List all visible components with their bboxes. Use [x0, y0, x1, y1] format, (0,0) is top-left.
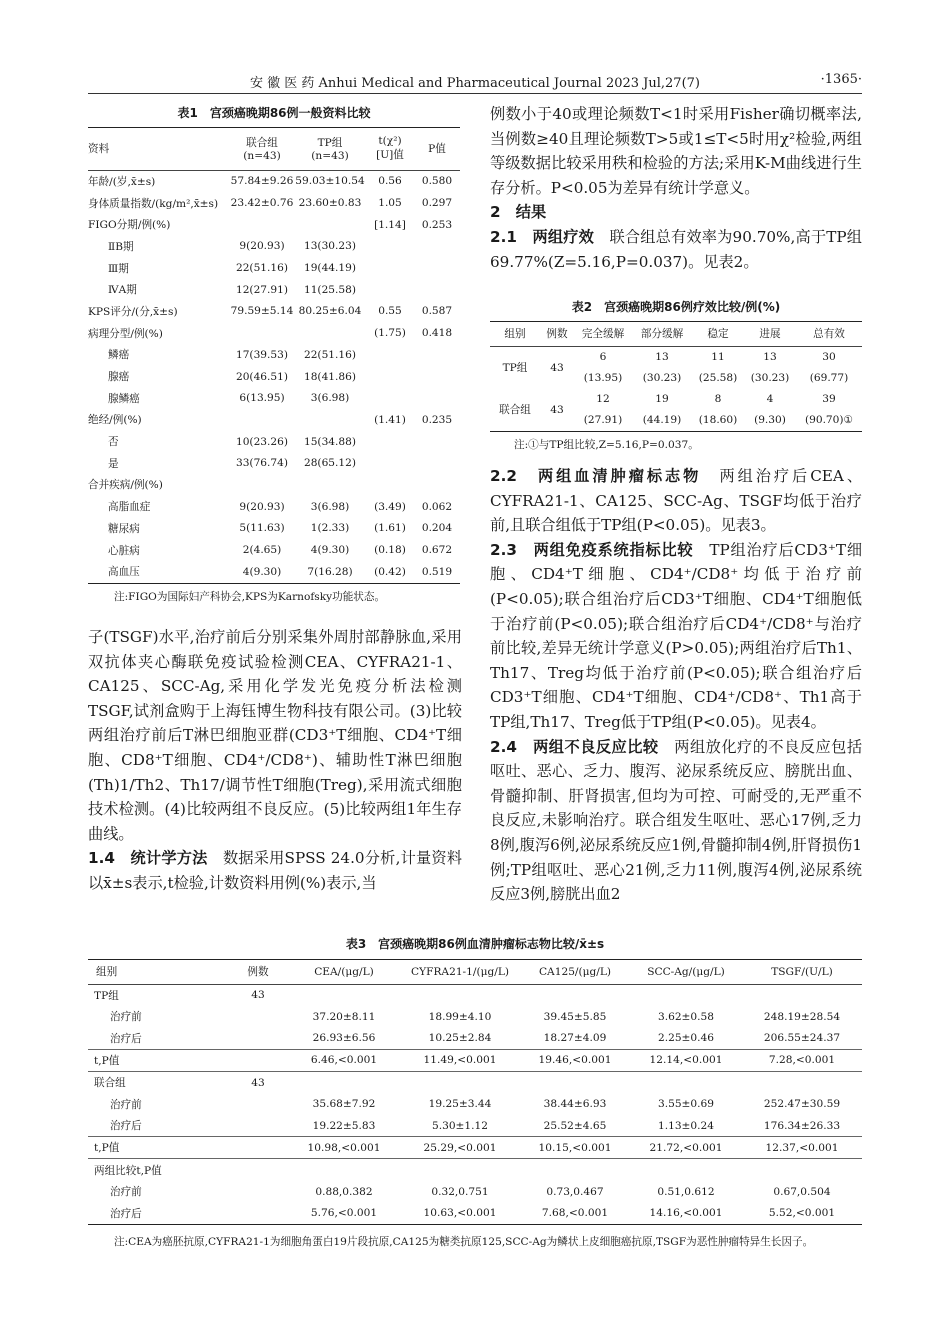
table2-header: 稳定: [707, 328, 729, 341]
table1-row: [88, 431, 460, 453]
table1-cell-a: 6(13.95): [239, 392, 285, 405]
table3-header: 例数: [247, 966, 269, 979]
table1-cell-b: [294, 322, 366, 344]
table1-cell-p: 0.672: [421, 544, 453, 557]
table1-cell-t: (1.75): [374, 327, 406, 340]
table3-n: [228, 1115, 288, 1137]
table1-cell-a: [230, 322, 294, 344]
table1-cell-a: 20(46.51): [235, 370, 289, 383]
table3-value: [630, 985, 742, 1007]
running-header: [88, 72, 862, 94]
table3-value: [520, 985, 630, 1007]
table2-note: 注:①与TP组比较,Z=5.16,P=0.037。: [514, 438, 699, 451]
table1-row: [88, 496, 460, 518]
table1-cell-a: 2(4.65): [242, 544, 282, 557]
table1-row: [88, 171, 460, 193]
section-2-1: 2.1 两组疗效 联合组总有效率为90.70%,高于TP组69.77%(Z=5.16,P=0.037)。见表2。: [490, 227, 862, 271]
table1-cell-label: KPS评分/(分,x̄±s): [88, 305, 178, 318]
table1-row: [88, 452, 460, 474]
table3-row: [88, 1006, 862, 1028]
table3-value: [288, 1072, 400, 1094]
table3-n: [228, 1159, 288, 1181]
table1-cell-p: 0.204: [421, 522, 453, 535]
table1-cell-t: [366, 474, 414, 496]
table1-cell-p: [414, 366, 460, 388]
table3-n: [228, 1093, 288, 1115]
table1-cell-a: [230, 409, 294, 431]
table2-count: 11: [711, 351, 725, 363]
table1-cell-label: 腺癌: [108, 371, 130, 384]
table1-cell-t: [366, 236, 414, 258]
table3-value: 35.68±7.92: [312, 1098, 376, 1111]
table2-percent: (27.91): [583, 414, 623, 426]
table3-value: 3.62±0.58: [657, 1010, 715, 1023]
table3-n: 43: [251, 989, 265, 1002]
table1-cell-t: [366, 431, 414, 453]
table1-cell-b: 80.25±6.04: [298, 305, 362, 318]
table1-cell-b: 7(16.28): [307, 565, 353, 578]
table1-cell-label: 是: [108, 457, 119, 470]
table3-value: 10.25±2.84: [428, 1032, 492, 1045]
table2-header: 部分缓解: [640, 328, 684, 341]
table3-value: 176.34±26.33: [763, 1119, 841, 1132]
table3-value: 0.67,0.504: [773, 1185, 831, 1198]
stats-methods-cont: 例数小于40或理论频数T<1时采用Fisher确切概率法,当例数≥40且理论频数T>5或1≤T<5时用χ²检验,两组等级数据比较采用秩和检验的方法;采用K-M曲线进行生存分析。P<0.05为差异有统计学意义。: [490, 105, 862, 197]
table1-cell-a: 22(51.16): [235, 262, 289, 275]
table1-cell-label: 年龄/(岁,x̄±s): [88, 175, 156, 188]
table2-count: 12: [596, 393, 610, 405]
table2-header: 例数: [546, 328, 568, 341]
table3: [88, 935, 862, 1252]
table3-value: 252.47±30.59: [763, 1098, 841, 1111]
table1-cell-p: [414, 236, 460, 258]
t1-head-stat: t(χ²) [U]值: [376, 135, 404, 162]
table3-row: [88, 1093, 862, 1115]
table1-cell-a: 23.42±0.76: [230, 197, 294, 210]
table1-cell-p: 0.235: [421, 413, 453, 426]
table3-value: 248.19±28.54: [763, 1010, 841, 1023]
table2-grid: [490, 322, 862, 431]
table2-caption: 表2 宫颈癌晚期86例疗效比较/例(%): [571, 300, 781, 314]
table1-row: [88, 192, 460, 214]
table3-header: 组别: [96, 966, 118, 979]
table1-cell-t: [366, 279, 414, 301]
table1-cell-label: 心脏病: [108, 544, 140, 557]
t1-head-p: P值: [428, 143, 446, 156]
journal-title: 安 徽 医 药 Anhui Medical and Pharmaceutical Journal 2023 Jul,27(7): [249, 76, 700, 91]
table3-value: [400, 1159, 520, 1181]
table3-label: t,P值: [94, 1142, 120, 1155]
table2-percent: (30.23): [750, 372, 790, 384]
table3-n: [228, 1181, 288, 1203]
table3-value: 206.55±24.37: [763, 1032, 841, 1045]
table3-note: 注:CEA为癌胚抗原,CYFRA21-1为细胞角蛋白19片段抗原,CA125为糖类抗原125,SCC-Ag为鳞状上皮细胞癌抗原,TSGF为恶性肿瘤特异生长因子。: [114, 1236, 814, 1249]
table3-value: 39.45±5.85: [543, 1010, 607, 1023]
t1-head-g1: 联合组 (n=43): [243, 137, 281, 163]
table1-cell-p: [414, 474, 460, 496]
table3-value: 10.98,<0.001: [307, 1141, 381, 1154]
table1-cell-a: 5(11.63): [239, 522, 285, 535]
table1-cell-b: [294, 474, 366, 496]
table3-value: [630, 1159, 742, 1181]
table1-cell-b: 28(65.12): [303, 457, 357, 470]
header-rule: [88, 93, 862, 94]
table3-value: 37.20±8.11: [312, 1010, 376, 1023]
stats-methods: 1.4 统计学方法 数据采用SPSS 24.0分析,计量资料以x̄±s表示,t检验,计数资料用例(%)表示,当: [88, 849, 463, 892]
table2-count: 19: [655, 393, 669, 405]
table1-cell-t: 1.05: [378, 197, 402, 210]
table3-n: [228, 1202, 288, 1224]
table3-label: 治疗前: [110, 1011, 142, 1024]
table3-value: 2.25±0.46: [657, 1032, 715, 1045]
table3-header: CEA/(μg/L): [314, 965, 374, 978]
table1-cell-a: 57.84±9.26: [230, 175, 294, 188]
table2-header: 进展: [759, 328, 781, 341]
table3-label: 治疗后: [110, 1032, 142, 1045]
table3-value: [288, 985, 400, 1007]
table2-count: 39: [822, 393, 836, 405]
table1-cell-p: 0.580: [421, 175, 453, 188]
table1-cell-a: [230, 474, 294, 496]
table1-cell-t: [366, 452, 414, 474]
table1-cell-p: 0.253: [421, 218, 453, 231]
table1-caption: 表1 宫颈癌晚期86例一般资料比较: [177, 106, 371, 120]
table1-cell-b: [294, 214, 366, 236]
table3-label: 治疗后: [110, 1120, 142, 1133]
table3-value: 21.72,<0.001: [649, 1141, 723, 1154]
table1-cell-b: 15(34.88): [303, 435, 357, 448]
table1-cell-p: [414, 279, 460, 301]
table1-cell-b: 22(51.16): [303, 348, 357, 361]
table3-row: [88, 985, 862, 1007]
table3-row: [88, 1028, 862, 1050]
table1-cell-t: [366, 366, 414, 388]
table3-row: [88, 1050, 862, 1072]
table3-caption: 表3 宫颈癌晚期86例血清肿瘤标志物比较/x̄±s: [345, 937, 605, 951]
table3-value: 10.15,<0.001: [538, 1141, 612, 1154]
table3-value: 7.68,<0.001: [541, 1207, 609, 1220]
table3-n: [228, 1137, 288, 1159]
table3-value: 12.14,<0.001: [649, 1054, 723, 1067]
table1-cell-a: 79.59±5.14: [230, 305, 294, 318]
table2-percent: (18.60): [698, 414, 738, 426]
table3-row: [88, 1181, 862, 1203]
section-1-4-heading: 1.4 统计学方法: [88, 849, 208, 868]
table1-row: [88, 344, 460, 366]
right-column-top: [490, 102, 862, 274]
table2-percent: (25.58): [698, 372, 738, 384]
table3-header: CYFRA21-1/(μg/L): [411, 965, 509, 978]
table2-group: 联合组: [499, 404, 531, 416]
table2-percent: (90.70)①: [804, 414, 854, 426]
table3-value: [520, 1072, 630, 1094]
table3-n: [228, 1050, 288, 1072]
table3-value: 0.73,0.467: [546, 1185, 604, 1198]
table2-count: 4: [766, 393, 774, 405]
table1-row: [88, 366, 460, 388]
table1-cell-b: 18(41.86): [303, 370, 357, 383]
table1-cell-p: [414, 387, 460, 409]
table1-cell-label: 否: [108, 436, 119, 449]
table1-note: 注:FIGO为国际妇产科协会,KPS为Karnofsky功能状态。: [114, 590, 386, 603]
table1-cell-b: 3(6.98): [310, 392, 350, 405]
table3-row: [88, 1137, 862, 1159]
table1-cell-b: 59.03±10.54: [295, 175, 365, 188]
table3-value: 6.46,<0.001: [310, 1054, 378, 1067]
table1-cell-label: 高血压: [108, 566, 140, 579]
table3-label: 治疗后: [110, 1207, 142, 1220]
table2-percent: (44.19): [642, 414, 682, 426]
table2-n: 43: [550, 403, 564, 416]
table1-cell-b: 11(25.58): [303, 283, 357, 296]
table1-cell-b: 23.60±0.83: [298, 197, 362, 210]
table1-cell-a: 33(76.74): [235, 457, 289, 470]
table3-label: t,P值: [94, 1054, 120, 1067]
table2-count: 8: [714, 393, 722, 405]
table3-value: [742, 1159, 862, 1181]
table3-value: 19.22±5.83: [312, 1119, 376, 1132]
table3-value: 3.55±0.69: [657, 1098, 715, 1111]
table2-percent: (30.23): [642, 372, 682, 384]
table3-row: [88, 1159, 862, 1181]
table1-row: [88, 518, 460, 540]
table3-n: [228, 1028, 288, 1050]
table1-cell-b: [294, 409, 366, 431]
table3-value: 11.49,<0.001: [423, 1054, 497, 1067]
table3-value: 10.63,<0.001: [423, 1207, 497, 1220]
table1-cell-p: 0.587: [421, 305, 453, 318]
table3-value: [742, 985, 862, 1007]
table1-cell-p: 0.062: [421, 500, 453, 513]
table1-cell-label: 合并疾病/例(%): [88, 479, 163, 492]
section-2-3: 2.3 两组免疫系统指标比较 TP组治疗后CD3⁺T细胞、CD4⁺T细胞、CD4⁺/CD8⁺均低于治疗前(P<0.05);联合组治疗后CD3⁺T细胞、CD4⁺T细胞低于治疗前(P<0.05);联合组治疗后CD4⁺/CD8⁺与治疗前比较,差异无统计学意义(P>0.05);两组治疗后Th1、Th17、Treg均低于治疗前(P<0.05);联合组治疗后CD3⁺T细胞、CD4⁺T细胞、CD4⁺/CD8⁺、Th1高于TP组,Th17、Treg低于TP组(P<0.05)。见表4。: [490, 540, 863, 731]
table3-value: [400, 1072, 520, 1094]
table1-cell-b: 1(2.33): [310, 522, 350, 535]
table2-percent: (13.95): [583, 372, 623, 384]
table1-cell-label: 糖尿病: [108, 522, 140, 535]
table1-row: [88, 474, 460, 496]
table1-cell-label: 鳞癌: [108, 349, 130, 362]
table1-cell-a: 9(20.93): [239, 500, 285, 513]
table1-row: [88, 322, 460, 344]
table1-cell-t: (0.18): [374, 544, 406, 557]
table1-row: [88, 387, 460, 409]
table3-value: [630, 1072, 742, 1094]
table1-cell-p: [414, 344, 460, 366]
table1-row: [88, 409, 460, 431]
table3-value: 26.93±6.56: [312, 1032, 376, 1045]
table1-cell-p: [414, 452, 460, 474]
table3-value: 1.13±0.24: [657, 1119, 715, 1132]
table1-cell-t: (1.41): [374, 413, 406, 426]
table1-cell-p: 0.519: [421, 565, 453, 578]
table3-value: 19.25±3.44: [428, 1098, 492, 1111]
table3-value: 18.27±4.09: [543, 1032, 607, 1045]
table1-row: [88, 214, 460, 236]
table3-value: 25.29,<0.001: [423, 1141, 497, 1154]
table1-cell-t: (1.61): [374, 522, 406, 535]
methods-paragraph: 子(TSGF)水平,治疗前后分别采集外周肘部静脉血,采用双抗体夹心酶联免疫试验检测CEA、CYFRA21-1、CA125、SCC-Ag,采用化学发光免疫分析法检测TSGF,试剂盒购于上海钰博生物科技有限公司。(3)比较两组治疗前后T淋巴细胞亚群(CD3⁺T细胞、CD4⁺T细胞、CD8⁺T细胞、CD4⁺/CD8⁺)、辅助性T淋巴细胞(Th)1/Th2、Th17/调节性T细胞(Treg),采用流式细胞技术检测。(4)比较两组不良反应。(5)比较两组1年生存曲线。: [88, 628, 462, 843]
table1-cell-label: 绝经/例(%): [88, 414, 142, 427]
table3-value: 19.46,<0.001: [538, 1054, 612, 1067]
table3-value: 14.16,<0.001: [649, 1207, 723, 1220]
table2-header: 总有效: [813, 328, 845, 341]
table3-value: 5.76,<0.001: [310, 1207, 378, 1220]
table2-count: 30: [822, 351, 836, 363]
left-column-text: [88, 625, 462, 896]
table2-count: 13: [763, 351, 777, 363]
table1-grid: [88, 128, 460, 583]
table2-header: 组别: [504, 328, 526, 341]
table1-cell-t: [366, 387, 414, 409]
table2-percent: (69.77): [809, 372, 849, 384]
table1-cell-b: 13(30.23): [303, 240, 357, 253]
table2-group: TP组: [502, 362, 528, 374]
section-2-2: 2.2 两组血清肿瘤标志物 两组治疗后CEA、CYFRA21-1、CA125、SCC-Ag、TSGF均低于治疗前,且联合组低于TP组(P<0.05)。见表3。: [490, 467, 863, 535]
table3-value: 18.99±4.10: [428, 1010, 492, 1023]
table1-row: [88, 561, 460, 583]
table3-grid: [88, 960, 862, 1224]
table1-cell-t: [1.14]: [374, 218, 406, 231]
table1-cell-t: 0.55: [378, 305, 402, 318]
table2-header: 完全缓解: [581, 328, 625, 341]
table3-value: 12.37,<0.001: [765, 1141, 839, 1154]
table1-row: [88, 301, 460, 323]
table3-value: 0.51,0.612: [657, 1185, 715, 1198]
table1-cell-t: [366, 257, 414, 279]
table1-row: [88, 279, 460, 301]
table1-cell-b: 4(9.30): [310, 544, 350, 557]
table1-cell-p: [414, 257, 460, 279]
table2-count: 6: [599, 351, 607, 363]
table1-cell-a: 4(9.30): [242, 565, 282, 578]
table1-cell-label: ⅣA期: [108, 284, 137, 297]
table3-header: TSGF/(U/L): [771, 965, 833, 978]
table3-row: [88, 1072, 862, 1094]
page-number: ·1365·: [820, 72, 862, 87]
table1-cell-label: 腺鳞癌: [108, 392, 140, 405]
table1-cell-t: (0.42): [374, 565, 406, 578]
table3-value: 0.88,0.382: [315, 1185, 373, 1198]
table3-value: 38.44±6.93: [543, 1098, 607, 1111]
table1-cell-a: 9(20.93): [239, 240, 285, 253]
table1-cell-p: 0.297: [421, 197, 453, 210]
table1-row: [88, 539, 460, 561]
table1-cell-t: (3.49): [374, 500, 406, 513]
table3-value: 7.28,<0.001: [768, 1054, 836, 1067]
table3-label: 治疗前: [110, 1186, 142, 1199]
table1-cell-a: 10(23.26): [235, 435, 289, 448]
table1-cell-label: 病理分型/例(%): [88, 327, 163, 340]
table3-row: [88, 1115, 862, 1137]
table1-cell-b: 3(6.98): [310, 500, 350, 513]
table2: [490, 298, 862, 452]
table3-value: [288, 1159, 400, 1181]
table1-cell-label: 高脂血症: [108, 501, 151, 514]
right-column-bottom: [490, 464, 862, 907]
table3-label: 两组比较t,P值: [94, 1164, 162, 1177]
table3-value: [400, 985, 520, 1007]
table2-row: [490, 389, 862, 410]
table1-cell-label: 身体质量指数/(kg/m²,x̄±s): [88, 197, 219, 210]
table2-count: 13: [655, 351, 669, 363]
table2-row: [490, 347, 862, 368]
table1-row: [88, 236, 460, 258]
table1-cell-b: 19(44.19): [303, 262, 357, 275]
table1-cell-t: 0.56: [378, 175, 402, 188]
table2-percent: (9.30): [754, 414, 786, 426]
table1-row: [88, 257, 460, 279]
table3-value: [742, 1072, 862, 1094]
table1-cell-a: 12(27.91): [235, 283, 289, 296]
table3-value: 5.52,<0.001: [768, 1207, 836, 1220]
table3-value: [520, 1159, 630, 1181]
table1-cell-a: [230, 214, 294, 236]
table1-cell-label: FIGO分期/例(%): [88, 219, 171, 232]
table3-header: SCC-Ag/(μg/L): [647, 965, 725, 978]
section-2-4: 2.4 两组不良反应比较 两组放化疗的不良反应包括呕吐、恶心、乏力、腹泻、泌尿系统反应、膀胱出血、骨髓抑制、肝肾损害,但均为可控、可耐受的,无严重不良反应,未影响治疗。联合组发生呕吐、恶心17例,乏力8例,腹泻6例,泌尿系统反应1例,骨髓抑制4例,肝肾损伤1例;TP组呕吐、恶心21例,乏力11例,腹泻4例,泌尿系统反应3例,膀胱出血2: [490, 737, 863, 904]
table3-label: 联合组: [94, 1077, 126, 1090]
table1-cell-a: 17(39.53): [235, 348, 289, 361]
table1-cell-label: Ⅲ期: [108, 262, 129, 275]
table1-cell-t: [366, 344, 414, 366]
table2-n: 43: [550, 361, 564, 374]
table3-header: CA125/(μg/L): [538, 965, 612, 978]
table3-label: TP组: [94, 989, 119, 1002]
section-2-heading: 2 结果: [490, 203, 547, 222]
t1-head-g2: TP组 (n=43): [311, 137, 349, 163]
table1: [88, 104, 460, 604]
table3-value: 25.52±4.65: [543, 1119, 607, 1132]
table3-n: 43: [251, 1076, 265, 1089]
table3-label: 治疗前: [110, 1098, 142, 1111]
table3-value: 5.30±1.12: [431, 1119, 489, 1132]
table1-cell-label: ⅡB期: [108, 240, 134, 253]
t1-head-item: 资料: [88, 143, 110, 156]
table1-cell-p: 0.418: [421, 327, 453, 340]
table3-n: [228, 1006, 288, 1028]
table3-value: 0.32,0.751: [431, 1185, 489, 1198]
table1-cell-p: [414, 431, 460, 453]
table3-row: [88, 1202, 862, 1224]
